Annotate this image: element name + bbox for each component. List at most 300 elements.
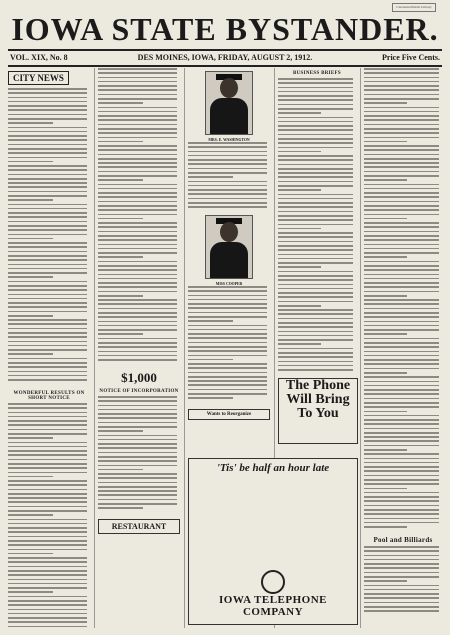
text-line [8,246,87,248]
text-line [364,115,439,117]
text-line [8,298,87,300]
wonderful-results-headline: WONDERFUL RESULTS ON SHORT NOTICE [13,391,85,401]
text-line [98,355,177,357]
text-line [8,127,87,129]
text-line [98,184,177,186]
text-line [188,299,267,301]
text-line [364,201,439,203]
telephone-ad-body [189,474,357,570]
text-line [98,196,177,198]
text-line [98,111,177,113]
text-line [278,117,353,119]
text-line [188,359,233,361]
text-line [278,313,353,315]
text-line [364,312,439,314]
text-line [188,393,267,395]
price: Price Five Cents. [382,53,440,62]
text-line [8,131,87,133]
text-line [364,119,439,121]
text-line [98,299,177,301]
text-line [8,442,87,444]
text-line [364,132,439,134]
text-line [364,415,439,417]
city-news-heading: CITY NEWS [8,71,69,85]
text-line [98,430,143,432]
text-line [8,272,87,274]
text-line [364,610,439,612]
text-line [364,479,439,481]
pool-billiards-headline: Pool and Billiards [373,536,433,544]
text-line [364,162,439,164]
text-line [98,417,177,419]
text-line [278,155,353,157]
text-line [364,602,439,604]
text-line [98,465,177,467]
text-line [364,192,439,194]
text-line [98,405,177,407]
text-line [364,231,439,233]
text-line [364,166,439,168]
text-line [98,443,177,445]
text-line [8,412,87,414]
text-line [278,112,321,114]
text-line [278,232,353,234]
text-line [8,105,87,107]
text-line [8,587,87,589]
text-line [98,469,143,471]
text-line [98,359,177,361]
text-line [98,124,177,126]
phone-ad-line-3: To You [297,406,339,421]
column-rule [360,68,361,628]
text-line [364,72,439,74]
text-line [98,188,177,190]
text-line [278,176,353,178]
text-line [278,82,353,84]
text-line [8,114,87,116]
text-line [278,168,353,170]
text-line [98,503,177,505]
text-line [98,460,177,462]
text-line [188,337,267,339]
column-5 [364,68,442,628]
volume-number: VOL. XIX, No. 8 [10,53,68,62]
text-line [364,406,439,408]
text-line [8,353,53,355]
columns [8,68,442,628]
text-line [8,544,87,546]
text-line [98,244,177,246]
text-line [364,286,439,288]
text-line [188,286,267,288]
text-line [278,249,353,251]
text-line [8,264,87,266]
bell-icon [261,570,285,594]
text-line [8,371,87,373]
portrait-caption-1: MRS. E. WASHINGTON [208,138,250,142]
text-line [8,204,87,206]
text-line [98,252,177,254]
text-line [8,328,87,330]
text-line [364,475,439,477]
text-line [364,303,439,305]
text-line [98,192,177,194]
text-line [8,199,53,201]
text-line [278,91,353,93]
text-line [98,477,177,479]
text-line [188,181,267,183]
text-line [364,389,439,391]
column-3-text [188,142,270,212]
column-4-text [278,78,356,378]
text-line [364,222,439,224]
text-line [364,458,439,460]
text-line [8,420,87,422]
text-line [8,540,87,542]
text-line [98,261,177,263]
text-line [8,345,87,347]
text-line [8,174,87,176]
text-line [98,158,177,160]
text-line [364,423,439,425]
text-line [364,85,439,87]
text-line [278,296,353,298]
text-line [8,101,87,103]
text-line [8,259,87,261]
text-line [8,506,87,508]
text-line [364,355,439,357]
text-line [364,359,439,361]
text-line [98,205,177,207]
text-line [8,178,87,180]
dateline-bar [8,49,442,67]
text-line [364,376,439,378]
text-line [8,294,87,296]
text-line [8,251,87,253]
text-line [364,218,407,220]
text-line [364,505,439,507]
text-line [98,321,177,323]
text-line [188,316,267,318]
text-line [8,510,87,512]
text-line [8,225,87,227]
text-line [364,239,439,241]
text-line [98,102,143,104]
text-line [98,81,177,83]
phone-ad-line-2: Will Bring [286,392,350,407]
text-line [98,231,177,233]
text-line [364,419,439,421]
portrait-photo-1 [205,71,253,135]
text-line [278,151,321,153]
text-line [188,389,267,391]
text-line [364,385,439,387]
text-line [98,214,177,216]
text-line [98,235,177,237]
text-line [188,172,267,174]
text-line [364,226,439,228]
text-line [278,305,321,307]
text-line [98,439,177,441]
text-line [364,509,439,511]
text-line [8,358,87,360]
text-line [364,128,439,130]
text-line [364,500,439,502]
text-line [8,591,53,593]
text-line [98,482,177,484]
text-line [188,206,267,208]
text-line [8,229,87,231]
text-line [8,472,87,474]
text-line [8,379,87,381]
text-line [8,527,87,529]
text-line [188,376,267,378]
wants-ad-text: Wants to Reorganize [206,412,252,417]
text-line [8,626,87,628]
text-line [364,145,439,147]
text-line [8,561,87,563]
text-line [98,72,177,74]
text-line [98,132,177,134]
text-line [278,326,353,328]
text-line [364,580,407,582]
text-line [364,351,439,353]
text-line [98,256,143,258]
text-line [8,152,87,154]
text-line [188,295,267,297]
text-line [278,215,353,217]
text-line [8,463,87,465]
text-line [278,241,353,243]
text-line [8,311,87,313]
wants-ad [188,409,270,420]
text-line [364,291,439,293]
text-line [364,526,407,528]
column-1 [8,68,90,628]
text-line [278,172,353,174]
text-line [98,312,177,314]
text-line [8,476,53,478]
column-1-text-2 [8,403,90,628]
text-line [278,361,353,363]
text-line [278,202,353,204]
text-line [364,576,439,578]
text-line [8,493,87,495]
text-line [98,209,177,211]
text-line [364,589,439,591]
text-line [364,398,439,400]
text-line [8,579,87,581]
text-line [8,332,87,334]
text-line [8,88,87,90]
text-line [364,445,439,447]
text-line [278,219,353,221]
text-line [8,161,53,163]
text-line [364,209,439,211]
text-line [278,134,353,136]
text-line [278,343,321,345]
text-line [364,235,439,237]
text-line [278,356,353,358]
text-line [98,303,177,305]
text-line [364,466,439,468]
text-line [8,583,87,585]
column-1-text [8,88,90,388]
text-line [98,269,177,271]
text-line [364,329,439,331]
text-line [364,107,439,109]
text-line [98,295,143,297]
text-line [364,175,439,177]
text-line [278,108,353,110]
text-line [278,352,353,354]
text-line [364,77,439,79]
text-line [8,437,53,439]
text-line [8,574,87,576]
text-line [98,452,177,454]
restaurant-ad-title: RESTAURANT [111,522,167,531]
text-line [8,549,87,551]
text-line [8,221,87,223]
text-line [98,286,177,288]
text-line [364,462,439,464]
text-line [278,194,353,196]
text-line [8,238,53,240]
text-line [364,248,439,250]
text-line [364,325,439,327]
text-line [278,142,353,144]
text-line [98,274,177,276]
text-line [364,244,439,246]
telephone-company-ad [188,458,358,625]
text-line [8,255,87,257]
text-line [98,342,177,344]
text-line [98,119,177,121]
text-line [278,254,353,256]
text-line [364,522,439,524]
text-line [364,555,439,557]
text-line [188,342,267,344]
text-line [364,483,439,485]
text-line [278,138,353,140]
text-line [278,335,353,337]
text-line [364,585,439,587]
text-line [98,226,177,228]
text-line [98,154,177,156]
text-line [98,115,177,117]
phone-ad-line-1: The Phone [285,378,351,393]
text-line [278,224,353,226]
text-line [364,432,439,434]
text-line [278,369,353,371]
text-line [8,242,87,244]
text-line [8,416,87,418]
text-line [188,168,267,170]
text-line [8,216,87,218]
text-line [364,346,439,348]
text-line [364,265,439,267]
text-line [98,346,177,348]
text-line [364,559,439,561]
text-line [278,262,353,264]
text-line [364,381,439,383]
text-line [8,349,87,351]
text-line [188,325,267,327]
text-line [364,563,439,565]
text-line [364,488,407,490]
text-line [188,159,267,161]
column-5-text-2 [364,546,442,616]
text-line [278,129,353,131]
text-line [364,363,439,365]
text-line [278,99,353,101]
text-line [188,146,267,148]
text-line [364,402,439,404]
text-line [364,492,439,494]
text-line [98,171,177,173]
place-date: DES MOINES, IOWA, FRIDAY, AUGUST 2, 1912. [137,53,313,62]
text-line [98,201,177,203]
text-line [364,321,439,323]
text-line [188,380,267,382]
text-line [8,433,87,435]
text-line [364,89,439,91]
text-line [98,278,177,280]
text-line [98,94,177,96]
text-line [364,252,439,254]
text-line [188,198,267,200]
text-line [188,346,267,348]
text-line [8,557,87,559]
text-line [364,68,439,70]
text-line [8,570,87,572]
text-line [8,459,87,461]
text-line [188,142,267,144]
text-line [8,289,87,291]
text-line [98,137,177,139]
text-line [188,185,267,187]
text-line [8,450,87,452]
text-line [364,81,439,83]
text-line [364,496,439,498]
text-line [364,149,439,151]
text-line [98,351,177,353]
text-line [278,365,353,367]
text-line [8,596,87,598]
text-line [98,329,177,331]
text-line [364,94,439,96]
text-line [364,440,439,442]
text-line [364,171,439,173]
text-line [98,179,143,181]
text-line [8,617,87,619]
text-line [98,291,177,293]
text-line [8,553,53,555]
text-line [8,621,87,623]
text-line [8,600,87,602]
column-5-text [364,68,442,533]
text-line [278,348,353,350]
text-line [8,407,87,409]
text-line [364,393,439,395]
text-line [8,403,87,405]
text-line [364,597,439,599]
text-line [8,514,53,516]
text-line [188,290,267,292]
text-line [364,184,439,186]
text-line [278,279,353,281]
text-line [364,428,439,430]
